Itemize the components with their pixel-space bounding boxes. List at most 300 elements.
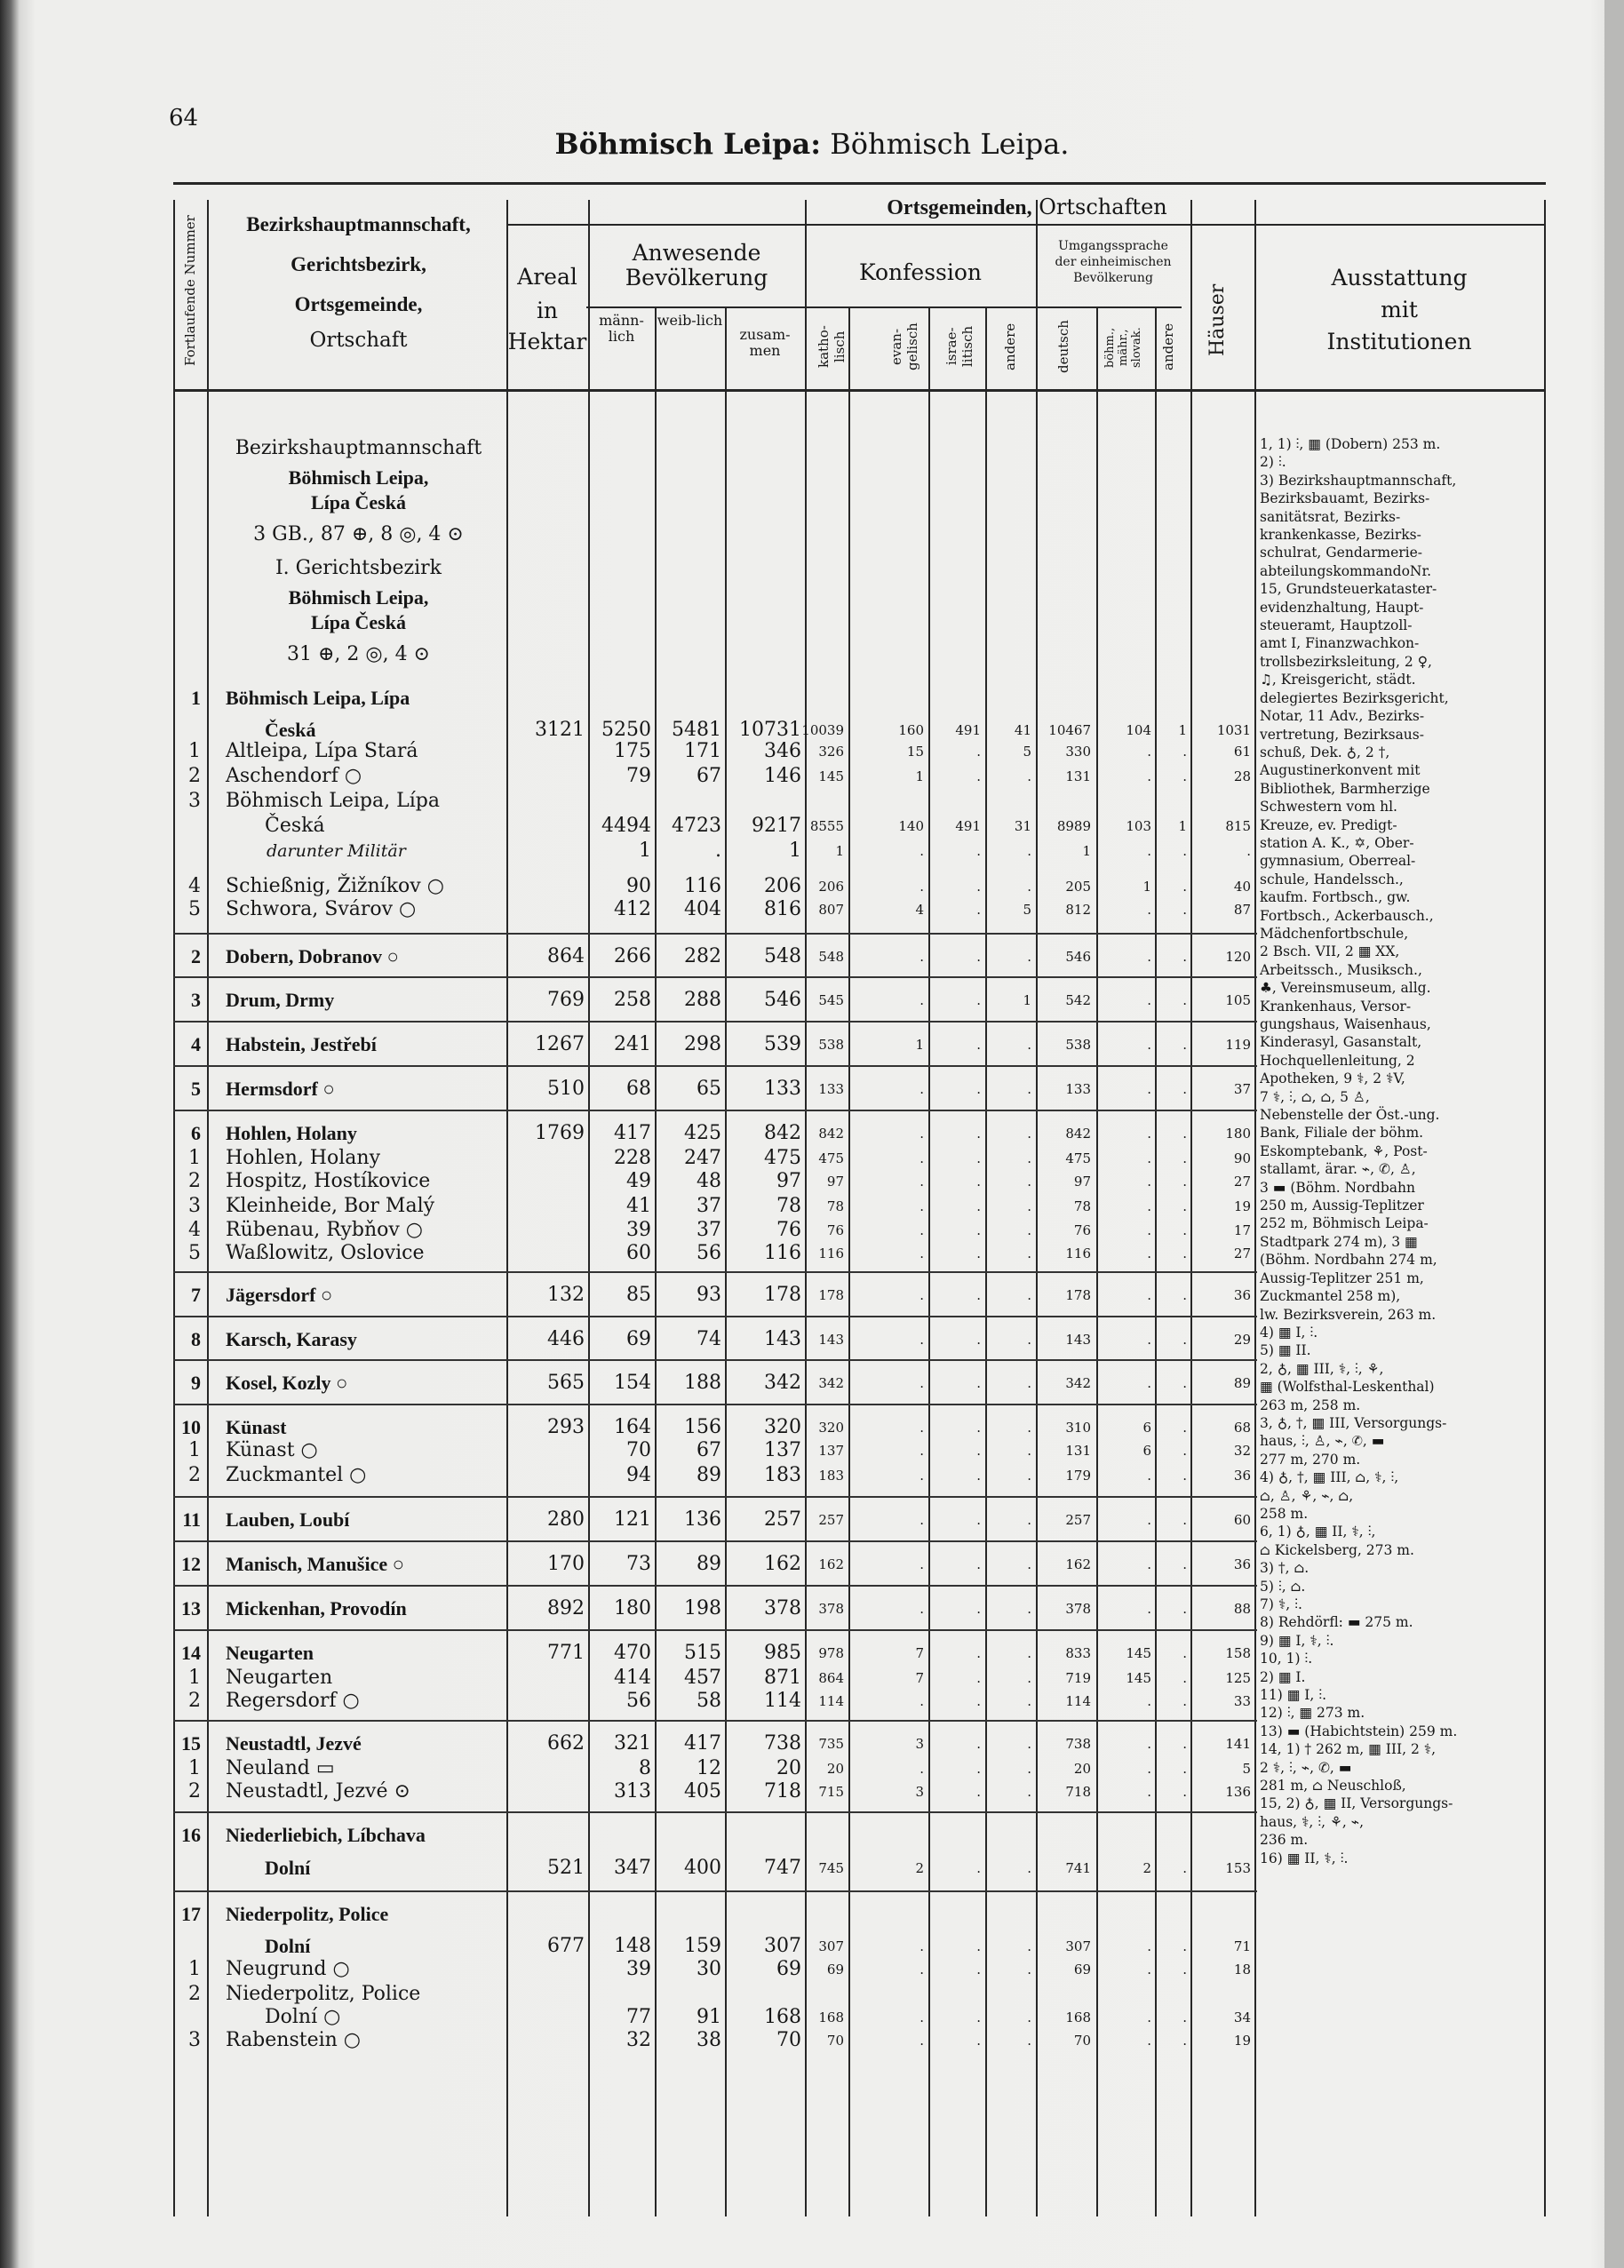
cell-bo: . (1147, 1736, 1151, 1752)
cell-de: 78 (1073, 1198, 1091, 1214)
cell-isr: . (976, 1784, 981, 1800)
cell-m: 164 (614, 1416, 651, 1438)
cell-isr: . (976, 1556, 981, 1572)
cell-de: 330 (1065, 744, 1091, 760)
cell-isr: . (976, 1222, 981, 1238)
cell-an: . (1182, 1693, 1187, 1709)
cell-kath: 745 (818, 1860, 844, 1876)
cell-h: 36 (1233, 1556, 1251, 1572)
cell-bo: . (1147, 1332, 1151, 1348)
row-name: Böhmisch Leipa, Lípa (226, 790, 440, 812)
row-name: Waßlowitz, Oslovice (226, 1242, 425, 1264)
ausstattung-line: Stadtpark 274 m), 3 ▦ (1260, 1233, 1418, 1250)
ausstattung-line: haus, ⫶, ♙, ⌁, ✆, ▬ (1260, 1433, 1385, 1450)
cell-h: 180 (1225, 1126, 1251, 1142)
row-name: Hohlen, Holany (226, 1147, 380, 1169)
intro-l6: Böhmisch Leipa, (288, 586, 429, 609)
header-bezirk2: Gerichtsbezirk, (291, 253, 426, 275)
cell-isr: . (976, 768, 981, 784)
cell-z: 143 (764, 1328, 801, 1350)
cell-an: . (1182, 1287, 1187, 1303)
cell-ev: . (919, 1556, 924, 1572)
ausstattung-line: amt I, Finanzwachkon- (1260, 635, 1420, 652)
cell-z: 257 (764, 1508, 801, 1531)
cell-area: 446 (547, 1328, 585, 1350)
row-number: 5 (191, 1078, 201, 1100)
cell-z: 985 (764, 1642, 801, 1664)
cell-ev: 4 (915, 902, 924, 918)
cell-w: 425 (684, 1122, 721, 1144)
cell-w: 37 (697, 1219, 721, 1241)
cell-bo: . (1147, 1222, 1151, 1238)
cell-an: . (1182, 1761, 1187, 1777)
cell-de: 205 (1065, 879, 1091, 895)
row-number: 17 (181, 1903, 201, 1925)
ausstattung-line: ♣, Vereinsmuseum, allg. (1260, 980, 1431, 997)
header-ortsgemeinden (805, 194, 1249, 221)
cell-de: 542 (1065, 992, 1091, 1008)
cell-kath: 178 (818, 1287, 844, 1303)
row-separator (173, 1720, 1257, 1722)
cell-isr: . (976, 1126, 981, 1142)
intro-l7: Lípa Česká (311, 611, 406, 633)
ausstattung-line: 5) ▦ II. (1260, 1342, 1311, 1359)
cell-bo: 145 (1126, 1645, 1151, 1661)
cell-an: 1 (1178, 818, 1187, 834)
cell-h: 136 (1225, 1784, 1251, 1800)
intro-l8: 31 ⊕, 2 ◎, 4 ⊙ (286, 643, 430, 665)
cell-an: . (1182, 1245, 1187, 1261)
cell-de: 114 (1065, 1693, 1091, 1709)
row-number: 9 (191, 1372, 201, 1394)
row-number: 16 (181, 1824, 201, 1846)
row-number: 3 (188, 790, 201, 812)
row-separator (173, 1629, 1257, 1631)
cell-an: . (1182, 2009, 1187, 2025)
cell-bo: . (1147, 902, 1151, 918)
cell-bo: . (1147, 1198, 1151, 1214)
cell-and: . (1027, 1375, 1031, 1391)
cell-bo: . (1147, 1375, 1151, 1391)
cell-h: 27 (1233, 1174, 1251, 1190)
cell-kath: 842 (818, 1126, 844, 1142)
cell-ev: . (919, 992, 924, 1008)
ausstattung-line: schule, Handelssch., (1260, 871, 1404, 887)
row-name: Kosel, Kozly ○ (226, 1372, 348, 1394)
ausstattung-line: 277 m, 270 m. (1260, 1451, 1361, 1468)
intro-l4: 3 GB., 87 ⊕, 8 ◎, 4 ⊙ (253, 523, 464, 545)
cell-kath: 97 (826, 1174, 844, 1190)
ausstattung-line: sanitätsrat, Bezirks- (1260, 508, 1401, 525)
cell-z: 70 (776, 2029, 801, 2051)
cell-kath: 116 (818, 1245, 844, 1261)
cell-m: 1 (639, 840, 651, 862)
ausstattung-line: 250 m, Aussig-Teplitzer (1260, 1198, 1424, 1214)
cell-m: 241 (614, 1033, 651, 1055)
page-number: 64 (169, 105, 199, 131)
cell-m: 470 (614, 1642, 651, 1664)
table-row (0, 1983, 1624, 2006)
cell-z: 738 (764, 1732, 801, 1755)
cell-isr: . (976, 1174, 981, 1190)
cell-h: 125 (1225, 1670, 1251, 1686)
row-name: Regersdorf ○ (226, 1690, 360, 1712)
cell-kath: 307 (818, 1938, 844, 1954)
row-separator (173, 1021, 1257, 1023)
row-name: Rübenau, Rybňov ○ (226, 1219, 423, 1241)
cell-isr: . (976, 1512, 981, 1528)
cell-ev: . (919, 2033, 924, 2049)
header-ausst3: Institutionen (1326, 329, 1472, 354)
cell-and: . (1027, 1736, 1031, 1752)
ausstattung-line: lw. Bezirksverein, 263 m. (1260, 1306, 1437, 1323)
row-number: 2 (188, 765, 201, 787)
cell-and: . (1027, 1693, 1031, 1709)
ausstattung-line: Nebenstelle der Öst.-ung. (1260, 1107, 1440, 1124)
cell-ev: 7 (915, 1670, 924, 1686)
table-top-line (173, 182, 1546, 185)
cell-an: . (1182, 1222, 1187, 1238)
row-number: 5 (188, 1242, 201, 1264)
ausstattung-line: steueramt, Hauptzoll- (1260, 617, 1413, 634)
ausstattung-line: 9) ▦ I, ⚕, ⫶. (1260, 1632, 1334, 1649)
cell-m: 148 (614, 1935, 651, 1957)
ausstattung-line: 15, 2) ♁, ▦ II, Versorgungs- (1260, 1795, 1453, 1812)
cell-isr: . (976, 1860, 981, 1876)
ausstattung-line: 281 m, ⌂ Neuschloß, (1260, 1778, 1406, 1795)
cell-ev: . (919, 1245, 924, 1261)
cell-kath: 715 (818, 1784, 844, 1800)
cell-and: . (1027, 2033, 1031, 2049)
ausstattung-line: Schwestern vom hl. (1260, 799, 1397, 816)
cell-and: . (1027, 1512, 1031, 1528)
cell-ev: . (919, 1512, 924, 1528)
cell-de: 718 (1065, 1784, 1091, 1800)
row-name: Kleinheide, Bor Malý (226, 1195, 435, 1217)
ausstattung-line: Bank, Filiale der böhm. (1260, 1125, 1424, 1142)
cell-m: 68 (626, 1078, 651, 1100)
cell-and: . (1027, 1645, 1031, 1661)
cell-kath: 137 (818, 1443, 844, 1459)
row-name: Dolní (265, 1935, 311, 1957)
cell-ev: 2 (915, 1860, 924, 1876)
header-weiblich: weib-lich (657, 312, 723, 329)
header-anwesende2: Bevölkerung (625, 265, 768, 290)
cell-z: 1 (789, 840, 801, 862)
cell-z: 346 (764, 740, 801, 762)
cell-z: 378 (764, 1597, 801, 1619)
row-name: Schießnig, Žižníkov ○ (226, 875, 444, 897)
cell-isr: . (976, 1670, 981, 1686)
cell-isr: . (976, 1645, 981, 1661)
cell-w: 67 (697, 1439, 721, 1461)
row-separator (173, 1110, 1257, 1111)
cell-bo: . (1147, 744, 1151, 760)
ausstattung-line: 3) †, ⌂. (1260, 1560, 1310, 1577)
ausstattung-line: Hochquellenleitung, 2 (1260, 1052, 1415, 1069)
cell-bo: . (1147, 1512, 1151, 1528)
cell-ev: . (919, 2009, 924, 2025)
cell-ev: . (919, 1761, 924, 1777)
cell-bo: . (1147, 1693, 1151, 1709)
cell-an: . (1182, 1670, 1187, 1686)
cell-bo: . (1147, 843, 1151, 859)
header-anwesende1: Anwesende (632, 240, 761, 266)
cell-and: . (1027, 1860, 1031, 1876)
cell-m: 8 (639, 1757, 651, 1779)
cell-m: 175 (614, 740, 651, 762)
row-name: Niederpolitz, Police (226, 1983, 421, 2005)
cell-h: 105 (1225, 992, 1251, 1008)
cell-ev: . (919, 843, 924, 859)
cell-w: 404 (684, 898, 721, 920)
cell-h: 19 (1233, 2033, 1251, 2049)
intro-l5: I. Gerichtsbezirk (275, 557, 442, 579)
cell-de: 342 (1065, 1375, 1091, 1391)
cell-kath: 69 (826, 1962, 844, 1978)
cell-kath: 8555 (809, 818, 844, 834)
cell-kath: 326 (818, 744, 844, 760)
cell-ev: 7 (915, 1645, 924, 1661)
row-separator (173, 1271, 1257, 1273)
cell-an: . (1182, 1198, 1187, 1214)
cell-bo: . (1147, 949, 1151, 965)
cell-an: . (1182, 1645, 1187, 1661)
row-separator (173, 976, 1257, 978)
ausstattung-line: haus, ⚕, ⫶, ⚘, ⌁, (1260, 1813, 1364, 1830)
cell-bo: . (1147, 1761, 1151, 1777)
row-separator (173, 933, 1257, 935)
row-name: Niederpolitz, Police (226, 1903, 389, 1925)
cell-area: 280 (547, 1508, 585, 1531)
cell-and: . (1027, 1556, 1031, 1572)
intro-l2: Böhmisch Leipa, (288, 466, 429, 489)
row-name: Künast (226, 1416, 287, 1438)
cell-m: 154 (614, 1372, 651, 1394)
cell-de: 538 (1065, 1037, 1091, 1053)
cell-bo: 103 (1126, 818, 1151, 834)
table-row (0, 1958, 1624, 1981)
cell-de: 833 (1065, 1645, 1091, 1661)
cell-h: 34 (1233, 2009, 1251, 2025)
row-number: 2 (191, 945, 201, 967)
cell-an: . (1182, 1420, 1187, 1436)
cell-w: 93 (697, 1284, 721, 1306)
cell-h: 158 (1225, 1645, 1251, 1661)
cell-and: 5 (1023, 902, 1031, 918)
cell-de: 1 (1082, 843, 1091, 859)
cell-m: 69 (626, 1328, 651, 1350)
header-andere2: andere (1160, 322, 1176, 370)
cell-isr: 491 (955, 722, 981, 738)
cell-area: 1267 (535, 1033, 585, 1055)
header-ortsgemeinden-bold: Ortsgemeinden, (887, 196, 1032, 219)
cell-an: . (1182, 1736, 1187, 1752)
cell-m: 266 (614, 945, 651, 967)
cell-w: 37 (697, 1195, 721, 1217)
cell-isr: . (976, 2033, 981, 2049)
cell-h: 89 (1233, 1375, 1251, 1391)
cell-kath: 548 (818, 949, 844, 965)
row-name: Manisch, Manušice ○ (226, 1553, 404, 1575)
cell-kath: 538 (818, 1037, 844, 1053)
row-name: Schwora, Svárov ○ (226, 898, 417, 920)
cell-and: . (1027, 1081, 1031, 1097)
cell-an: . (1182, 768, 1187, 784)
row-name: Habstein, Jestřebí (226, 1033, 377, 1055)
cell-bo: . (1147, 2009, 1151, 2025)
ausstattung-line: Apotheken, 9 ⚕, 2 ⚕V, (1260, 1070, 1405, 1087)
cell-and: . (1027, 2009, 1031, 2025)
cell-bo: . (1147, 1601, 1151, 1617)
cell-an: . (1182, 1468, 1187, 1484)
cell-an: . (1182, 744, 1187, 760)
ausstattung-line: (Böhm. Nordbahn 274 m, (1260, 1252, 1437, 1269)
cell-de: 178 (1065, 1287, 1091, 1303)
intro-l1: Bezirkshauptmannschaft (235, 437, 482, 459)
cell-isr: . (976, 1150, 981, 1166)
cell-de: 116 (1065, 1245, 1091, 1261)
row-number: 1 (188, 1958, 201, 1980)
cell-isr: . (976, 843, 981, 859)
cell-w: 4723 (672, 815, 721, 837)
ausstattung-line: 3) Bezirkshauptmannschaft, (1260, 472, 1457, 489)
cell-z: 718 (764, 1780, 801, 1802)
cell-m: 41 (626, 1195, 651, 1217)
cell-ev: . (919, 1081, 924, 1097)
cell-w: 5481 (672, 719, 721, 741)
cell-and: . (1027, 1287, 1031, 1303)
cell-h: 60 (1233, 1512, 1251, 1528)
cell-m: 79 (626, 765, 651, 787)
cell-kath: 257 (818, 1512, 844, 1528)
row-number: 5 (188, 898, 201, 920)
row-name: Dolní (265, 1857, 311, 1879)
cell-z: 97 (776, 1170, 801, 1192)
header-umgang1: Umgangssprache (1058, 239, 1168, 253)
cell-de: 179 (1065, 1468, 1091, 1484)
cell-kath: 206 (818, 879, 844, 895)
cell-an: . (1182, 1081, 1187, 1097)
cell-z: 475 (764, 1147, 801, 1169)
cell-de: 168 (1065, 2009, 1091, 2025)
cell-ev: . (919, 1287, 924, 1303)
ausstattung-line: 13) ▬ (Habichtstein) 259 m. (1260, 1723, 1458, 1739)
row-number: 1 (188, 1439, 201, 1461)
cell-z: 320 (764, 1416, 801, 1438)
cell-de: 10467 (1048, 722, 1091, 738)
cell-an: . (1182, 1512, 1187, 1528)
ausstattung-line: 4) ♁, †, ▦ III, ⌂, ⚕, ⫶, (1260, 1469, 1399, 1486)
row-name: Neustadtl, Jezvé (226, 1732, 362, 1755)
ausstattung-line: Notar, 11 Adv., Bezirks- (1260, 708, 1425, 725)
header-bezirk3: Ortsgemeinde, (294, 293, 423, 315)
ausstattung-line: ▦ (Wolfsthal-Leskenthal) (1260, 1379, 1435, 1396)
cell-kath: 168 (818, 2009, 844, 2025)
cell-w: 417 (684, 1732, 721, 1755)
cell-an: . (1182, 1332, 1187, 1348)
ausstattung-line: 263 m, 258 m. (1260, 1397, 1361, 1413)
cell-de: 378 (1065, 1601, 1091, 1617)
cell-isr: . (976, 879, 981, 895)
ausstattung-line: schulrat, Gendarmerie- (1260, 545, 1423, 561)
header-umgang2: der einheimischen (1055, 255, 1172, 269)
row-number: 3 (188, 2029, 201, 2051)
cell-isr: . (976, 992, 981, 1008)
cell-bo: 2 (1142, 1860, 1151, 1876)
cell-h: . (1246, 843, 1251, 859)
cell-m: 77 (626, 2006, 651, 2028)
row-name: Aschendorf ○ (226, 765, 362, 787)
cell-h: 88 (1233, 1601, 1251, 1617)
cell-h: 37 (1233, 1081, 1251, 1097)
table-row (0, 1935, 1624, 1958)
cell-m: 258 (614, 989, 651, 1011)
cell-and: . (1027, 1245, 1031, 1261)
cell-de: 475 (1065, 1150, 1091, 1166)
cell-z: 206 (764, 875, 801, 897)
cell-an: . (1182, 949, 1187, 965)
cell-isr: . (976, 1962, 981, 1978)
header-andere: andere (1002, 322, 1018, 370)
cell-z: 76 (776, 1219, 801, 1241)
cell-z: 342 (764, 1372, 801, 1394)
cell-area: 565 (547, 1372, 585, 1394)
ausstattung-line: ♫, Kreisgericht, städt. (1260, 672, 1416, 688)
ausstattung-line: Eskomptebank, ⚘, Post- (1260, 1142, 1428, 1159)
cell-isr: . (976, 1245, 981, 1261)
header-areal1: Areal (517, 264, 577, 290)
cell-ev: . (919, 1222, 924, 1238)
cell-h: 19 (1233, 1198, 1251, 1214)
cell-z: 539 (764, 1033, 801, 1055)
cell-an: . (1182, 1556, 1187, 1572)
cell-ev: 3 (915, 1736, 924, 1752)
row-separator (173, 1359, 1257, 1361)
cell-h: 87 (1233, 902, 1251, 918)
ausstattung-line: 2 Bsch. VII, 2 ▦ XX, (1260, 943, 1400, 960)
cell-m: 49 (626, 1170, 651, 1192)
cell-m: 5250 (601, 719, 651, 741)
cell-an: . (1182, 1150, 1187, 1166)
cell-ev: . (919, 1332, 924, 1348)
cell-w: 12 (697, 1757, 721, 1779)
cell-kath: 978 (818, 1645, 844, 1661)
row-name: Neuland ▭ (226, 1757, 335, 1779)
row-name: Dolní ○ (265, 2006, 341, 2028)
ausstattung-line: 10, 1) ⫶. (1260, 1651, 1313, 1667)
cell-kath: 143 (818, 1332, 844, 1348)
cell-ev: . (919, 1198, 924, 1214)
cell-isr: . (976, 1375, 981, 1391)
cell-de: 133 (1065, 1081, 1091, 1097)
row-name: Hermsdorf ○ (226, 1078, 335, 1100)
cell-and: . (1027, 1938, 1031, 1954)
cell-m: 417 (614, 1122, 651, 1144)
header-bezirk1: Bezirkshauptmannschaft, (246, 213, 471, 235)
cell-area: 677 (547, 1935, 585, 1957)
cell-kath: 162 (818, 1556, 844, 1572)
cell-area: 521 (547, 1857, 585, 1879)
cell-m: 180 (614, 1597, 651, 1619)
row-number: 4 (188, 1219, 201, 1241)
cell-de: 842 (1065, 1126, 1091, 1142)
cell-bo: 104 (1126, 722, 1151, 738)
cell-an: . (1182, 1860, 1187, 1876)
ausstattung-line: 15, Grundsteuerkataster- (1260, 581, 1437, 598)
row-number: 11 (182, 1508, 201, 1531)
table-row (0, 2006, 1624, 2029)
